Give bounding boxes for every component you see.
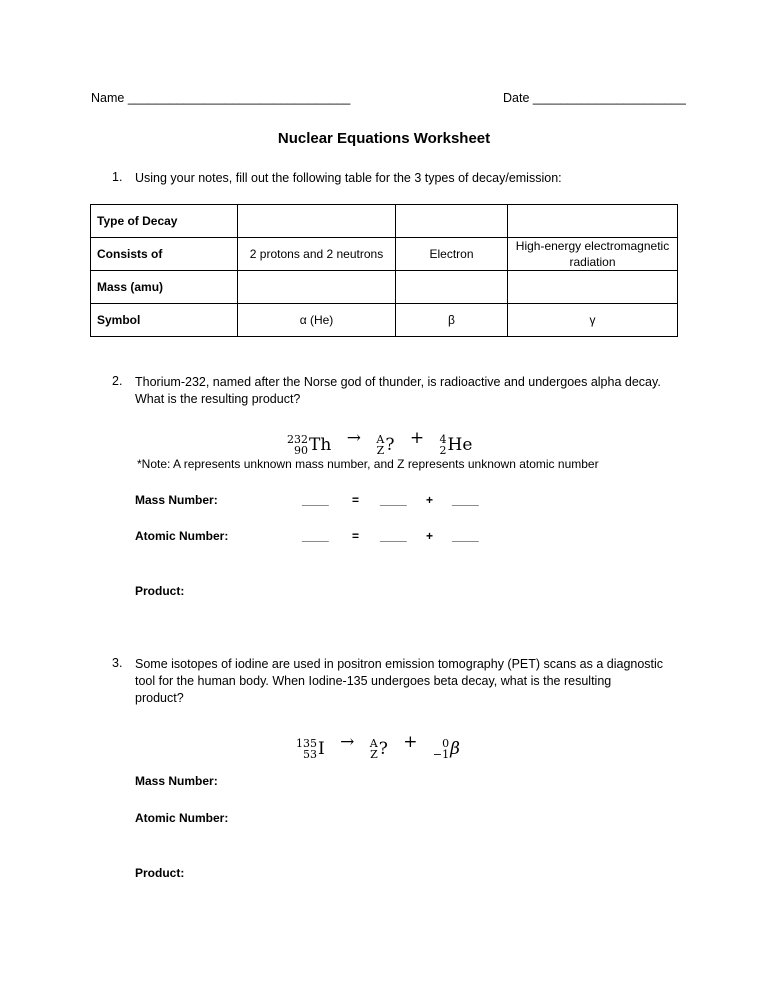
atomic-number-label: Atomic Number: <box>135 529 229 543</box>
alpha-decay-equation <box>287 428 472 456</box>
arrow-symbol: → <box>340 732 355 752</box>
table-cell[interactable] <box>238 271 396 304</box>
question-number: 3. <box>112 656 123 670</box>
date-field-label: Date ______________________ <box>503 91 686 105</box>
atomic-blank-1[interactable]: ____ <box>302 529 329 543</box>
equals-sign: = <box>352 493 360 507</box>
beta-particle: 0 −1 β <box>432 737 460 761</box>
table-cell: High-energy electromagnetic radiation <box>508 238 678 271</box>
unknown-product-nuclide: A Z ? <box>376 433 395 457</box>
product-label: Product: <box>135 584 185 598</box>
row-header: Symbol <box>91 304 238 337</box>
mass-number-label: Mass Number: <box>135 493 218 507</box>
table-cell[interactable] <box>508 205 678 238</box>
mass-blank-3[interactable]: ____ <box>452 493 479 507</box>
table-cell[interactable] <box>508 271 678 304</box>
row-header: Type of Decay <box>91 205 238 238</box>
beta-decay-equation <box>296 732 460 760</box>
page-title: Nuclear Equations Worksheet <box>277 130 491 147</box>
row-header: Consists of <box>91 238 238 271</box>
table-cell: Electron <box>396 238 508 271</box>
table-row <box>91 304 678 337</box>
table-row <box>91 271 678 304</box>
atomic-blank-2[interactable]: ____ <box>380 529 407 543</box>
mass-blank-1[interactable]: ____ <box>302 493 329 507</box>
plus-symbol: + <box>409 428 425 448</box>
table-cell: 2 protons and 2 neutrons <box>238 238 396 271</box>
atomic-number-label: Atomic Number: <box>135 811 229 825</box>
question-text-line-2: tool for the human body. When Iodine-135 undergoes beta decay, what is the resulting <box>135 674 612 688</box>
plus-sign: + <box>426 493 434 507</box>
helium-nuclide: 4 2 He <box>439 433 473 457</box>
question-text-line-1: Thorium-232, named after the Norse god of thunder, is radioactive and undergoes alpha decay. <box>135 375 661 389</box>
question-number: 1. <box>112 170 123 184</box>
thorium-nuclide: 232 90 Th <box>287 433 332 457</box>
product-label: Product: <box>135 866 185 880</box>
table-cell: γ <box>508 304 678 337</box>
table-cell: β <box>396 304 508 337</box>
table-row <box>91 238 678 271</box>
table-row <box>91 205 678 238</box>
mass-blank-2[interactable]: ____ <box>380 493 407 507</box>
decay-table <box>90 204 678 337</box>
unknown-product-nuclide: A Z ? <box>369 737 388 761</box>
row-header: Mass (amu) <box>91 271 238 304</box>
name-field-label: Name ________________________________ <box>91 91 351 105</box>
question-text-line-2: What is the resulting product? <box>135 392 301 406</box>
mass-number-label: Mass Number: <box>135 774 218 788</box>
equals-sign: = <box>352 529 360 543</box>
table-cell[interactable] <box>396 205 508 238</box>
plus-sign: + <box>426 529 434 543</box>
atomic-blank-3[interactable]: ____ <box>452 529 479 543</box>
iodine-nuclide: 135 53 I <box>296 737 325 761</box>
question-text-line-1: Some isotopes of iodine are used in positron emission tomography (PET) scans as a diagnostic <box>135 657 664 671</box>
table-cell[interactable] <box>238 205 396 238</box>
note-text: *Note: A represents unknown mass number, and Z represents unknown atomic number <box>137 457 599 471</box>
table-cell: α (He) <box>238 304 396 337</box>
table-cell[interactable] <box>396 271 508 304</box>
question-text-line-3: product? <box>135 691 184 705</box>
question-number: 2. <box>112 374 123 388</box>
arrow-symbol: → <box>346 428 361 448</box>
plus-symbol: + <box>403 732 418 752</box>
question-text: Using your notes, fill out the following table for the 3 types of decay/emission: <box>135 171 562 185</box>
